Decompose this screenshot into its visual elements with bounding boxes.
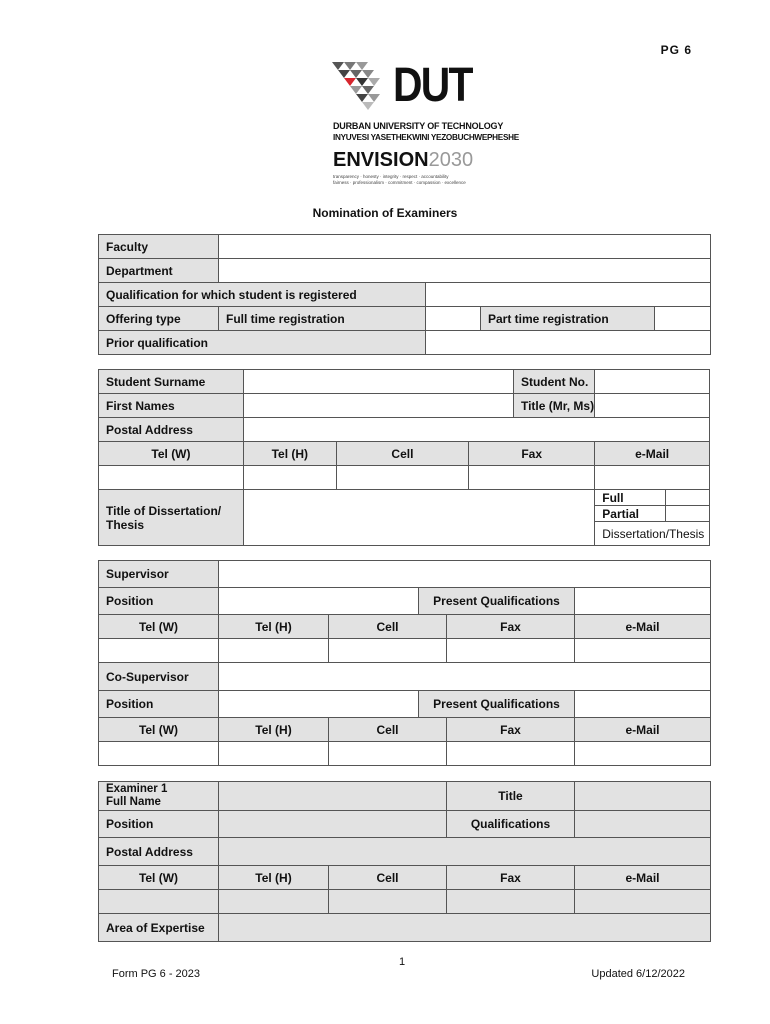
examiner1-qualifications-label: Qualifications [447,811,575,838]
examiner1-title-label: Title [447,782,575,811]
examiner1-title-field[interactable] [575,782,711,811]
email-field[interactable] [595,466,710,490]
partial-checkbox[interactable] [666,506,710,522]
examiner1-cell-field[interactable] [329,890,447,914]
co-supervisor-tel-w-header: Tel (W) [99,718,219,742]
supervisor-qualifications-field[interactable] [575,588,711,615]
examiner1-email-header: e-Mail [575,866,711,890]
values-line-1: transparency · honesty · integrity · respect · accountability [333,174,449,179]
examiner1-postal-address-field[interactable] [219,838,711,866]
supervisor-email-header: e-Mail [575,615,711,639]
supervisor-tel-w-field[interactable] [99,639,219,663]
postal-address-label: Postal Address [99,418,244,442]
supervisor-fax-header: Fax [447,615,575,639]
supervisor-position-label: Position [99,588,219,615]
fax-field[interactable] [469,466,595,490]
examiner1-position-field[interactable] [219,811,447,838]
supervisor-cell-header: Cell [329,615,447,639]
dut-logo-icon [330,60,386,112]
qualification-field[interactable] [426,283,711,307]
student-title-label: Title (Mr, Ms) [513,394,594,418]
student-surname-field[interactable] [243,370,513,394]
prior-qualification-label: Prior qualification [99,331,426,355]
dissertation-thesis-label: Dissertation/Thesis [595,522,710,546]
page-code: PG 6 [660,43,692,57]
updated-date: Updated 6/12/2022 [591,968,685,980]
student-no-label: Student No. [513,370,594,394]
full-label: Full [595,490,666,506]
supervisor-table [98,560,711,766]
examiner1-fax-header: Fax [447,866,575,890]
co-supervisor-tel-h-header: Tel (H) [219,718,329,742]
part-time-label: Part time registration [481,307,655,331]
prior-qualification-field[interactable] [426,331,711,355]
examiner1-tel-h-header: Tel (H) [219,866,329,890]
co-supervisor-qualifications-field[interactable] [575,691,711,718]
co-supervisor-qualifications-label: Present Qualifications [419,691,575,718]
examiner1-email-field[interactable] [575,890,711,914]
examiner1-tel-w-field[interactable] [99,890,219,914]
co-supervisor-position-field[interactable] [219,691,419,718]
examiner1-full-name-field[interactable] [219,782,447,811]
student-title-field[interactable] [595,394,710,418]
tel-w-header: Tel (W) [99,442,244,466]
co-supervisor-tel-w-field[interactable] [99,742,219,766]
envision-word: ENVISION [333,149,429,171]
offering-type-label: Offering type [99,307,219,331]
co-supervisor-label: Co-Supervisor [99,663,219,691]
supervisor-field[interactable] [219,561,711,588]
examiner1-tel-w-header: Tel (W) [99,866,219,890]
full-time-label: Full time registration [219,307,426,331]
supervisor-tel-h-field[interactable] [219,639,329,663]
university-name-zulu: INYUVESI YASETHEKWINI YEZOBUCHWEPHESHE [333,133,519,142]
cell-field[interactable] [336,466,468,490]
examiner1-cell-header: Cell [329,866,447,890]
tel-w-field[interactable] [99,466,244,490]
supervisor-tel-w-header: Tel (W) [99,615,219,639]
co-supervisor-field[interactable] [219,663,711,691]
examiner1-expertise-field[interactable] [219,914,711,942]
page-number: 1 [399,956,406,968]
full-checkbox[interactable] [666,490,710,506]
student-no-field[interactable] [595,370,710,394]
co-supervisor-tel-h-field[interactable] [219,742,329,766]
co-supervisor-fax-field[interactable] [447,742,575,766]
envision-year: 2030 [428,149,474,171]
tel-h-header: Tel (H) [243,442,336,466]
faculty-label: Faculty [99,235,219,259]
examiner1-qualifications-field[interactable] [575,811,711,838]
co-supervisor-email-header: e-Mail [575,718,711,742]
supervisor-tel-h-header: Tel (H) [219,615,329,639]
values-text [333,174,466,186]
programme-table [98,234,711,355]
qualification-label: Qualification for which student is registered [99,283,426,307]
tel-h-field[interactable] [243,466,336,490]
co-supervisor-fax-header: Fax [447,718,575,742]
university-name: DURBAN UNIVERSITY OF TECHNOLOGY [333,121,504,131]
first-names-label: First Names [99,394,244,418]
examiner1-fax-field[interactable] [447,890,575,914]
email-header: e-Mail [595,442,710,466]
student-table [98,369,710,546]
full-time-checkbox[interactable] [426,307,481,331]
cell-header: Cell [336,442,468,466]
examiner-table [98,781,711,942]
brand-wordmark: DUT [393,59,472,112]
co-supervisor-email-field[interactable] [575,742,711,766]
faculty-field[interactable] [219,235,711,259]
co-supervisor-cell-header: Cell [329,718,447,742]
examiner1-full-name-label: Full Name [106,796,161,808]
first-names-field[interactable] [243,394,513,418]
examiner1-position-label: Position [99,811,219,838]
supervisor-email-field[interactable] [575,639,711,663]
form-code: Form PG 6 - 2023 [112,968,201,980]
fax-header: Fax [469,442,595,466]
part-time-checkbox[interactable] [655,307,711,331]
supervisor-fax-field[interactable] [447,639,575,663]
examiner1-postal-address-label: Postal Address [99,838,219,866]
department-label: Department [99,259,219,283]
examiner1-heading: Examiner 1 [106,783,168,795]
supervisor-position-field[interactable] [219,588,419,615]
dissertation-label: Title of Dissertation/ Thesis [99,490,244,546]
supervisor-cell-field[interactable] [329,639,447,663]
supervisor-label: Supervisor [99,561,219,588]
values-line-2: fairness · professionalism · commitment · compassion · excellence [333,180,466,185]
envision-logo [333,148,473,172]
postal-address-field[interactable] [243,418,709,442]
partial-label: Partial [595,506,666,522]
student-surname-label: Student Surname [99,370,244,394]
department-field[interactable] [219,259,711,283]
co-supervisor-position-label: Position [99,691,219,718]
co-supervisor-cell-field[interactable] [329,742,447,766]
examiner1-tel-h-field[interactable] [219,890,329,914]
dissertation-field[interactable] [243,490,594,546]
supervisor-qualifications-label: Present Qualifications [419,588,575,615]
document-title: Nomination of Examiners [312,206,458,220]
examiner1-expertise-label: Area of Expertise [99,914,219,942]
examiner1-label [99,782,219,811]
